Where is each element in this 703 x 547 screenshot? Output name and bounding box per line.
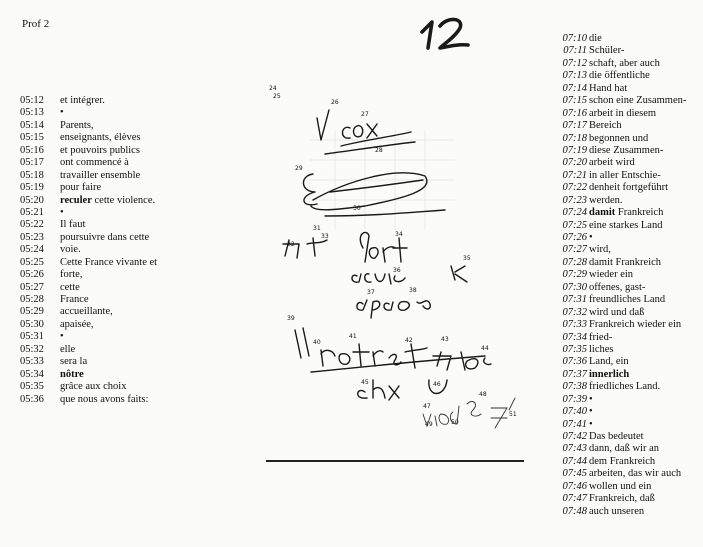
transcript-text: Das bedeutet xyxy=(589,431,644,442)
transcript-text: Schüler- xyxy=(589,45,625,57)
note-marker: 48 xyxy=(479,391,487,398)
transcript-text: • xyxy=(589,418,593,430)
timestamp: 07:37 xyxy=(562,368,587,380)
transcript-text: travailler ensemble xyxy=(60,169,141,181)
timestamp: 07:32 xyxy=(562,306,587,318)
timestamp: 07:15 xyxy=(562,95,587,107)
timestamp: 07:44 xyxy=(562,455,587,467)
german-row xyxy=(537,356,686,368)
timestamp: 05:24 xyxy=(20,244,44,256)
transcript-text: fried- xyxy=(589,331,613,343)
timestamp: 05:13 xyxy=(20,107,44,119)
note-marker: 29 xyxy=(295,165,303,172)
timestamp: 07:11 xyxy=(563,45,587,57)
note-marker: 41 xyxy=(349,333,357,340)
french-row xyxy=(20,344,157,356)
timestamp: 07:34 xyxy=(562,331,587,343)
timestamp: 07:28 xyxy=(562,256,587,268)
french-transcript-column xyxy=(20,95,157,406)
timestamp: 07:13 xyxy=(562,70,587,82)
french-row xyxy=(20,319,157,331)
transcript-text: pour faire xyxy=(60,182,102,194)
german-row xyxy=(537,182,686,194)
transcript-text: Hand hat xyxy=(589,82,628,94)
timestamp: 05:20 xyxy=(20,194,44,206)
french-row xyxy=(20,157,157,169)
german-row xyxy=(537,307,686,319)
timestamp: 05:25 xyxy=(20,256,44,268)
transcript-text: wird, xyxy=(589,244,611,256)
german-row xyxy=(537,220,686,232)
timestamp: 07:45 xyxy=(562,468,587,480)
timestamp: 05:29 xyxy=(20,306,44,318)
transcript-text: et intégrer. xyxy=(60,95,105,106)
transcript-text: arbeiten, das wir auch xyxy=(589,468,682,480)
timestamp: 05:15 xyxy=(20,132,44,144)
transcript-text: et pouvoirs publics xyxy=(60,144,140,156)
german-row xyxy=(537,344,686,356)
german-row xyxy=(537,257,686,269)
french-row xyxy=(20,170,157,182)
timestamp: 05:16 xyxy=(20,144,44,156)
timestamp: 05:17 xyxy=(20,157,44,169)
timestamp: 05:22 xyxy=(20,219,44,231)
note-marker: 26 xyxy=(331,99,339,106)
timestamp: 07:16 xyxy=(562,107,587,119)
timestamp: 07:23 xyxy=(562,194,587,206)
french-row xyxy=(20,394,157,406)
timestamp: 05:12 xyxy=(20,95,44,106)
transcript-text: arbeit in diesem xyxy=(589,107,657,119)
german-row xyxy=(537,58,686,70)
timestamp: 07:36 xyxy=(562,356,587,368)
timestamp: 07:30 xyxy=(562,281,587,293)
timestamp: 05:30 xyxy=(20,318,44,330)
transcript-text: liches xyxy=(589,343,614,355)
german-row xyxy=(537,195,686,207)
transcript-text: poursuivre dans cette xyxy=(60,231,150,243)
note-marker: 37 xyxy=(367,289,375,296)
german-row xyxy=(537,157,686,169)
transcript-text: wird und daß xyxy=(589,306,645,318)
transcript-text: friedliches Land. xyxy=(589,381,661,393)
transcript-text: wieder ein xyxy=(589,269,634,281)
note-marker: 42 xyxy=(405,337,413,344)
timestamp: 07:38 xyxy=(562,381,587,393)
transcript-text: werden. xyxy=(589,194,623,206)
german-row xyxy=(537,506,686,518)
french-row xyxy=(20,369,157,381)
german-row xyxy=(537,481,686,493)
note-marker: 40 xyxy=(313,339,321,346)
french-row xyxy=(20,244,157,256)
german-row xyxy=(537,443,686,455)
german-row xyxy=(537,319,686,331)
transcript-text: damit Frankreich xyxy=(589,207,664,219)
german-row xyxy=(537,145,686,157)
french-row xyxy=(20,331,157,343)
transcript-text: • xyxy=(60,206,64,218)
note-marker: 35 xyxy=(463,255,471,262)
french-row xyxy=(20,132,157,144)
timestamp: 07:43 xyxy=(562,443,587,455)
transcript-text: enseignants, élèves xyxy=(60,132,141,144)
french-row xyxy=(20,356,157,368)
timestamp: 05:36 xyxy=(20,393,44,405)
transcript-text: • xyxy=(589,393,593,405)
timestamp: 07:39 xyxy=(562,393,587,405)
french-row xyxy=(20,381,157,393)
transcript-text: auch unseren xyxy=(589,505,645,517)
timestamp: 05:27 xyxy=(20,281,44,293)
german-row xyxy=(537,170,686,182)
german-row xyxy=(537,133,686,145)
timestamp: 07:33 xyxy=(562,319,587,331)
german-row xyxy=(537,456,686,468)
transcript-text: die öffentliche xyxy=(589,70,650,82)
note-marker: 25 xyxy=(273,93,281,100)
note-marker: 39 xyxy=(287,315,295,322)
timestamp: 05:35 xyxy=(20,381,44,393)
timestamp: 07:29 xyxy=(562,269,587,281)
timestamp: 07:18 xyxy=(562,132,587,144)
french-row xyxy=(20,232,157,244)
french-row xyxy=(20,195,157,207)
german-row xyxy=(537,269,686,281)
french-row xyxy=(20,107,157,119)
handwritten-page-number xyxy=(418,14,478,54)
transcript-text: offenes, gast- xyxy=(589,281,646,293)
german-row xyxy=(537,33,686,45)
transcript-text: dann, daß wir an xyxy=(589,443,659,455)
transcript-text: denheit fortgeführt xyxy=(589,182,669,194)
transcript-text: • xyxy=(60,331,64,343)
note-marker: 34 xyxy=(395,231,403,238)
german-row xyxy=(537,468,686,480)
timestamp: 07:26 xyxy=(562,232,587,243)
note-marker: 51 xyxy=(509,411,517,418)
transcript-text: cette xyxy=(60,281,80,293)
timestamp: 07:48 xyxy=(562,505,587,517)
german-row xyxy=(537,83,686,95)
transcript-text: arbeit wird xyxy=(589,157,635,169)
note-marker: 31 xyxy=(313,225,321,232)
transcript-text: accueillante, xyxy=(60,306,113,318)
transcript-text: schon eine Zusammen- xyxy=(589,95,687,107)
timestamp: 07:27 xyxy=(562,244,587,256)
timestamp: 07:22 xyxy=(562,182,587,194)
french-row xyxy=(20,306,157,318)
note-marker: 28 xyxy=(375,147,383,154)
transcript-text: elle xyxy=(60,343,76,355)
transcript-text: grâce aux choix xyxy=(60,381,127,393)
german-row xyxy=(537,95,686,107)
timestamp: 05:14 xyxy=(20,119,44,131)
note-marker: 45 xyxy=(361,379,369,386)
transcript-text: ont commencé à xyxy=(60,157,129,169)
timestamp: 07:19 xyxy=(562,144,587,156)
french-row xyxy=(20,95,157,107)
transcript-text: Bereich xyxy=(589,120,622,132)
timestamp: 07:41 xyxy=(562,418,587,430)
note-marker-numbers xyxy=(269,85,517,428)
transcript-text: que nous avons faits: xyxy=(60,393,149,405)
timestamp: 05:34 xyxy=(20,368,44,380)
german-row xyxy=(537,244,686,256)
note-marker: 47 xyxy=(423,403,431,410)
transcript-text: Il faut xyxy=(60,219,86,231)
transcript-text: voie. xyxy=(60,244,81,256)
transcript-text: diese Zusammen- xyxy=(589,144,664,156)
timestamp: 07:46 xyxy=(562,480,587,492)
transcript-text: freundliches Land xyxy=(589,294,666,306)
timestamp: 05:23 xyxy=(20,231,44,243)
transcript-text: begonnen und xyxy=(589,132,649,144)
note-marker: 36 xyxy=(393,267,401,274)
transcript-text: eine starkes Land xyxy=(589,219,663,231)
note-marker: 33 xyxy=(321,233,329,240)
transcript-text: schaft, aber auch xyxy=(589,57,660,69)
transcript-text: apaisée, xyxy=(60,318,94,330)
interpreter-notes xyxy=(255,80,515,440)
timestamp: 07:12 xyxy=(562,57,587,69)
german-row xyxy=(537,332,686,344)
timestamp: 05:18 xyxy=(20,169,44,181)
note-marker: 27 xyxy=(361,111,369,118)
german-row xyxy=(537,45,686,57)
german-row xyxy=(537,406,686,418)
note-marker: 46 xyxy=(433,381,441,388)
french-row xyxy=(20,282,157,294)
transcript-text: Land, ein xyxy=(589,356,629,368)
transcript-text: reculer cette violence. xyxy=(60,194,156,206)
german-row xyxy=(537,381,686,393)
note-marker: 43 xyxy=(441,336,449,343)
french-row xyxy=(20,294,157,306)
transcript-text: sera la xyxy=(60,356,88,368)
transcript-text: nôtre xyxy=(60,368,84,380)
french-row xyxy=(20,120,157,132)
french-row xyxy=(20,219,157,231)
transcript-text: Parents, xyxy=(60,119,94,131)
note-marker: 49 xyxy=(425,421,433,428)
timestamp: 07:20 xyxy=(562,157,587,169)
timestamp: 07:25 xyxy=(562,219,587,231)
german-row xyxy=(537,394,686,406)
german-row xyxy=(537,108,686,120)
timestamp: 07:24 xyxy=(562,207,587,219)
transcript-text: Frankreich, daß xyxy=(589,493,655,505)
french-row xyxy=(20,182,157,194)
timestamp: 07:35 xyxy=(562,343,587,355)
transcript-text: • xyxy=(589,406,593,418)
notes-grid xyxy=(310,130,455,230)
timestamp: 07:17 xyxy=(562,120,587,132)
note-marker: 30 xyxy=(353,205,361,212)
german-row xyxy=(537,207,686,219)
transcript-text: innerlich xyxy=(589,368,630,380)
timestamp: 07:14 xyxy=(562,82,587,94)
transcript-text: • xyxy=(60,107,64,119)
german-row xyxy=(537,120,686,132)
note-marker: 24 xyxy=(269,85,277,92)
french-row xyxy=(20,145,157,157)
transcript-text: damit Frankreich xyxy=(589,256,662,268)
timestamp: 05:28 xyxy=(20,294,44,305)
german-row xyxy=(537,419,686,431)
note-marker: 38 xyxy=(409,287,417,294)
timestamp: 05:31 xyxy=(20,331,44,343)
timestamp: 05:32 xyxy=(20,343,44,355)
timestamp: 05:19 xyxy=(20,182,44,194)
timestamp: 05:21 xyxy=(20,206,44,218)
timestamp: 07:47 xyxy=(562,493,587,505)
transcript-text: die xyxy=(589,33,602,44)
german-row xyxy=(537,294,686,306)
german-row xyxy=(537,282,686,294)
german-transcript-column xyxy=(537,33,686,518)
timestamp: 07:10 xyxy=(562,33,587,44)
german-row xyxy=(537,369,686,381)
timestamp: 07:40 xyxy=(562,406,587,418)
timestamp: 05:33 xyxy=(20,356,44,368)
timestamp: 07:42 xyxy=(562,431,587,442)
timestamp: 07:31 xyxy=(562,294,587,306)
german-row xyxy=(537,431,686,443)
section-divider-line xyxy=(266,460,524,462)
timestamp: 07:21 xyxy=(562,169,587,181)
transcript-text: dem Frankreich xyxy=(589,455,656,467)
transcript-text: Frankreich wieder ein xyxy=(589,319,682,331)
german-row xyxy=(537,70,686,82)
note-marker: 50 xyxy=(451,419,459,426)
header-label: Prof 2 xyxy=(22,18,50,30)
transcript-text: France xyxy=(60,294,89,305)
timestamp: 05:26 xyxy=(20,269,44,281)
transcript-text: • xyxy=(589,232,593,243)
german-row xyxy=(537,232,686,244)
transcript-text: in aller Entschie- xyxy=(589,169,661,181)
transcript-text: wollen und ein xyxy=(589,480,652,492)
transcript-text: Cette France vivante et xyxy=(60,256,158,268)
german-row xyxy=(537,493,686,505)
french-row xyxy=(20,257,157,269)
french-row xyxy=(20,269,157,281)
transcript-text: forte, xyxy=(60,269,83,281)
french-row xyxy=(20,207,157,219)
note-marker: 32 xyxy=(287,241,295,248)
note-marker: 44 xyxy=(481,345,489,352)
